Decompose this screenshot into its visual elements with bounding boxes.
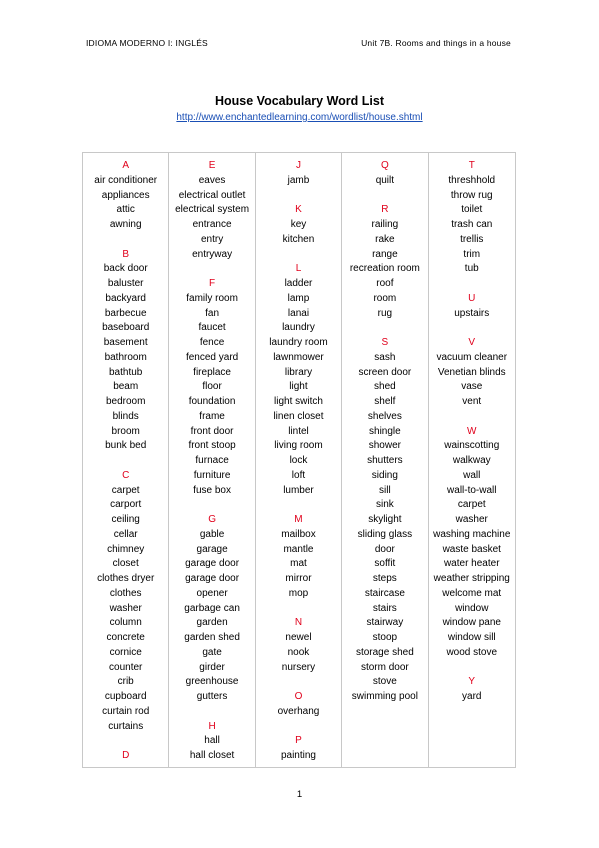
vocabulary-word: appliances (101, 189, 150, 201)
vocabulary-word: soffit (374, 558, 396, 570)
vocabulary-word: entrance (192, 219, 232, 230)
vocabulary-column-1 (83, 153, 169, 767)
vocabulary-word: vacuum cleaner (436, 351, 508, 363)
vocabulary-word: garage door (185, 558, 240, 570)
vocabulary-word: barbecue (104, 307, 147, 319)
vocabulary-word: wainscotting (444, 440, 500, 452)
vocabulary-word: column (109, 617, 142, 629)
vocabulary-word: carport (110, 499, 142, 511)
vocabulary-word: front stoop (188, 440, 236, 452)
vocabulary-word: electrical system (175, 204, 250, 216)
letter-heading: G (208, 514, 216, 525)
vocabulary-word: room (373, 292, 397, 304)
spacer (169, 498, 254, 513)
vocabulary-word: beam (113, 381, 139, 393)
vocabulary-word: lanai (287, 307, 310, 319)
vocabulary-word: front door (190, 425, 234, 437)
vocabulary-word: washer (109, 602, 142, 614)
vocabulary-word: garden shed (184, 632, 240, 643)
vocabulary-word: cupboard (104, 691, 147, 702)
vocabulary-word: furnace (195, 455, 229, 466)
vocabulary-word: recreation room (349, 263, 420, 275)
vocabulary-word: window (455, 602, 489, 614)
spacer (83, 734, 168, 749)
letter-heading: K (295, 204, 302, 216)
vocabulary-word: painting (280, 750, 316, 761)
letter-heading: F (209, 278, 216, 289)
source-link[interactable]: http://www.enchantedlearning.com/wordlist/house.shtml (176, 112, 423, 123)
vocabulary-word: stoop (372, 632, 398, 643)
vocabulary-word: lumber (283, 484, 314, 496)
vocabulary-word: awning (109, 219, 142, 230)
letter-heading: Q (380, 160, 389, 171)
vocabulary-word: entryway (192, 248, 233, 260)
letter-heading: A (122, 160, 130, 171)
vocabulary-word: toilet (461, 204, 483, 216)
vocabulary-word: storage shed (355, 646, 414, 658)
spacer (256, 720, 341, 735)
spacer (83, 233, 168, 248)
letter-heading: R (381, 204, 389, 216)
letter-heading: W (467, 425, 477, 437)
vocabulary-column-3 (256, 153, 342, 767)
vocabulary-word: chimney (107, 543, 145, 555)
vocabulary-word: closet (112, 558, 139, 570)
vocabulary-word: screen door (358, 366, 412, 378)
vocabulary-word: lamp (287, 292, 310, 304)
vocabulary-word: upstairs (454, 307, 490, 319)
vocabulary-word: mailbox (281, 528, 316, 540)
vocabulary-word: foundation (188, 396, 236, 407)
vocabulary-word: quilt (375, 174, 395, 186)
vocabulary-word: window pane (442, 617, 501, 629)
vocabulary-word: bathtub (109, 366, 143, 378)
vocabulary-word: shingle (369, 425, 401, 437)
vocabulary-word: mantle (283, 543, 314, 555)
vocabulary-word: girder (199, 661, 225, 673)
spacer (256, 248, 341, 263)
vocabulary-word: sink (375, 499, 394, 511)
vocabulary-word: bathroom (104, 351, 147, 363)
vocabulary-word: waste basket (442, 543, 501, 555)
letter-heading: C (122, 469, 130, 481)
vocabulary-word: rake (375, 233, 395, 245)
vocabulary-word: lock (289, 455, 308, 466)
letter-heading: L (295, 263, 302, 275)
vocabulary-word: faucet (198, 322, 226, 334)
vocabulary-word: washing machine (433, 528, 511, 540)
letter-heading: H (208, 720, 216, 732)
vocabulary-word: shed (374, 381, 396, 393)
vocabulary-word: storm door (360, 661, 409, 673)
vocabulary-word: gutters (196, 691, 228, 702)
letter-heading: N (294, 617, 303, 629)
vocabulary-word: stove (372, 676, 397, 688)
vocabulary-word: laundry room (269, 337, 328, 348)
page-title: House Vocabulary Word List (214, 94, 384, 108)
vocabulary-word: electrical outlet (178, 189, 246, 201)
vocabulary-word: garbage can (184, 602, 240, 614)
vocabulary-word: newel (285, 632, 312, 643)
vocabulary-word: fence (199, 337, 225, 348)
vocabulary-word: curtains (108, 720, 144, 732)
vocabulary-word: tub (464, 263, 479, 275)
spacer (429, 277, 515, 292)
letter-heading: P (295, 735, 302, 747)
vocabulary-word: nook (287, 646, 310, 658)
vocabulary-word: door (374, 543, 395, 555)
vocabulary-word: light (289, 381, 308, 393)
vocabulary-word: concrete (106, 632, 145, 643)
vocabulary-word: window sill (447, 632, 496, 643)
vocabulary-word: walkway (452, 455, 491, 466)
vocabulary-word: bunk bed (105, 440, 147, 452)
vocabulary-word: ceiling (111, 514, 140, 525)
spacer (169, 705, 254, 720)
vocabulary-word: threshhold (448, 174, 496, 186)
spacer (429, 410, 515, 425)
vocabulary-word: stairs (372, 602, 397, 614)
vocabulary-word: railing (371, 219, 399, 230)
vocabulary-word: entry (200, 233, 224, 245)
vocabulary-word: clothes dryer (97, 573, 155, 584)
vocabulary-word: furniture (193, 469, 231, 481)
spacer (342, 321, 427, 336)
vocabulary-word: cellar (113, 528, 138, 540)
vocabulary-word: nursery (281, 661, 316, 673)
vocabulary-word: greenhouse (185, 676, 239, 688)
vocabulary-word: wood stove (446, 646, 498, 658)
letter-heading: D (122, 750, 130, 761)
vocabulary-word: Venetian blinds (437, 366, 506, 378)
vocabulary-word: baseboard (102, 322, 150, 334)
vocabulary-table (82, 152, 516, 768)
spacer (429, 661, 515, 676)
vocabulary-word: curtain rod (102, 705, 150, 717)
vocabulary-word: fan (205, 307, 220, 319)
vocabulary-word: shutters (367, 455, 403, 466)
vocabulary-word: shower (368, 440, 401, 452)
vocabulary-word: jamb (287, 174, 310, 186)
spacer (429, 321, 515, 336)
vocabulary-word: living room (274, 440, 323, 452)
vocabulary-word: family room (186, 292, 238, 304)
vocabulary-word: gable (199, 528, 225, 540)
vocabulary-word: water heater (443, 558, 500, 570)
vocabulary-word: air conditioner (94, 174, 158, 186)
letter-heading: S (381, 337, 389, 348)
spacer (256, 189, 341, 204)
vocabulary-word: overhang (277, 705, 320, 717)
letter-heading: V (468, 337, 476, 348)
spacer (83, 454, 168, 469)
vocabulary-word: trim (463, 248, 481, 260)
vocabulary-word: blinds (112, 410, 139, 422)
vocabulary-word: weather stripping (433, 573, 510, 584)
letter-heading: T (468, 160, 475, 171)
spacer (169, 262, 254, 277)
letter-heading: E (208, 160, 216, 171)
vocabulary-word: baluster (107, 278, 144, 289)
vocabulary-word: garage door (185, 573, 240, 584)
vocabulary-word: backyard (105, 292, 146, 304)
vocabulary-word: kitchen (282, 233, 315, 245)
vocabulary-word: carpet (457, 499, 486, 511)
vocabulary-word: counter (109, 661, 143, 673)
vocabulary-column-2 (169, 153, 255, 767)
vocabulary-word: sliding glass (357, 528, 413, 540)
vocabulary-word: mop (288, 587, 309, 599)
vocabulary-word: loft (291, 469, 306, 481)
vocabulary-word: crib (117, 676, 134, 688)
vocabulary-word: attic (116, 204, 135, 216)
page-number: 1 (296, 789, 303, 800)
vocabulary-word: fireplace (193, 366, 231, 378)
vocabulary-word: fuse box (193, 484, 231, 496)
vocabulary-word: throw rug (450, 189, 493, 201)
letter-heading: J (295, 160, 301, 171)
letter-heading: O (294, 691, 303, 702)
vocabulary-word: laundry (282, 322, 315, 334)
vocabulary-word: welcome mat (442, 587, 502, 599)
running-header-course: IDIOMA MODERNO I: INGLÉS (86, 38, 208, 48)
vocabulary-word: wall-to-wall (447, 484, 497, 496)
vocabulary-word: trellis (460, 233, 484, 245)
vocabulary-word: ladder (284, 278, 313, 289)
vocabulary-word: garden (196, 617, 228, 629)
vocabulary-word: steps (372, 573, 397, 584)
vocabulary-word: mat (290, 558, 307, 570)
vocabulary-word: linen closet (273, 410, 324, 422)
spacer (342, 189, 427, 204)
vocabulary-word: garage (196, 543, 228, 555)
vocabulary-word: washer (455, 514, 488, 525)
vocabulary-word: opener (196, 587, 228, 599)
vocabulary-word: back door (103, 263, 148, 275)
vocabulary-word: hall closet (189, 750, 235, 761)
vocabulary-word: lintel (288, 425, 309, 437)
vocabulary-word: roof (376, 278, 394, 289)
vocabulary-word: basement (103, 337, 148, 348)
letter-heading: M (294, 514, 303, 525)
vocabulary-word: mirror (285, 573, 312, 584)
vocabulary-word: eaves (198, 174, 226, 186)
vocabulary-word: yard (462, 691, 482, 702)
letter-heading: Y (468, 676, 476, 688)
vocabulary-word: carpet (111, 484, 140, 496)
vocabulary-word: range (372, 248, 398, 260)
vocabulary-word: swimming pool (351, 691, 418, 702)
vocabulary-word: light switch (274, 396, 323, 407)
vocabulary-word: cornice (109, 646, 142, 658)
vocabulary-word: fenced yard (185, 351, 239, 363)
vocabulary-word: floor (202, 381, 222, 393)
vocabulary-word: wall (463, 469, 481, 481)
vocabulary-word: vase (461, 381, 483, 393)
vocabulary-word: clothes (109, 587, 142, 599)
running-header-unit: Unit 7B. Rooms and things in a house (361, 38, 511, 48)
vocabulary-word: sill (379, 484, 391, 496)
spacer (256, 675, 341, 690)
vocabulary-word: rug (377, 307, 393, 319)
vocabulary-word: hall (204, 735, 220, 747)
vocabulary-word: broom (111, 425, 140, 437)
vocabulary-word: sash (374, 351, 396, 363)
vocabulary-word: siding (371, 469, 398, 481)
letter-heading: B (122, 248, 130, 260)
vocabulary-word: trash can (451, 219, 493, 230)
letter-heading: U (468, 292, 476, 304)
vocabulary-word: lawnmower (273, 351, 324, 363)
vocabulary-word: staircase (364, 587, 405, 599)
spacer (256, 498, 341, 513)
vocabulary-column-5 (429, 153, 515, 767)
vocabulary-word: library (284, 366, 313, 378)
vocabulary-word: key (290, 219, 307, 230)
vocabulary-word: shelves (367, 410, 402, 422)
vocabulary-word: stairway (366, 617, 404, 629)
vocabulary-word: shelf (374, 396, 396, 407)
vocabulary-word: frame (199, 410, 225, 422)
vocabulary-column-4 (342, 153, 428, 767)
vocabulary-word: bedroom (105, 396, 146, 407)
vocabulary-word: vent (462, 396, 482, 407)
vocabulary-word: gate (202, 646, 222, 658)
vocabulary-word: skylight (368, 514, 402, 525)
spacer (256, 602, 341, 617)
